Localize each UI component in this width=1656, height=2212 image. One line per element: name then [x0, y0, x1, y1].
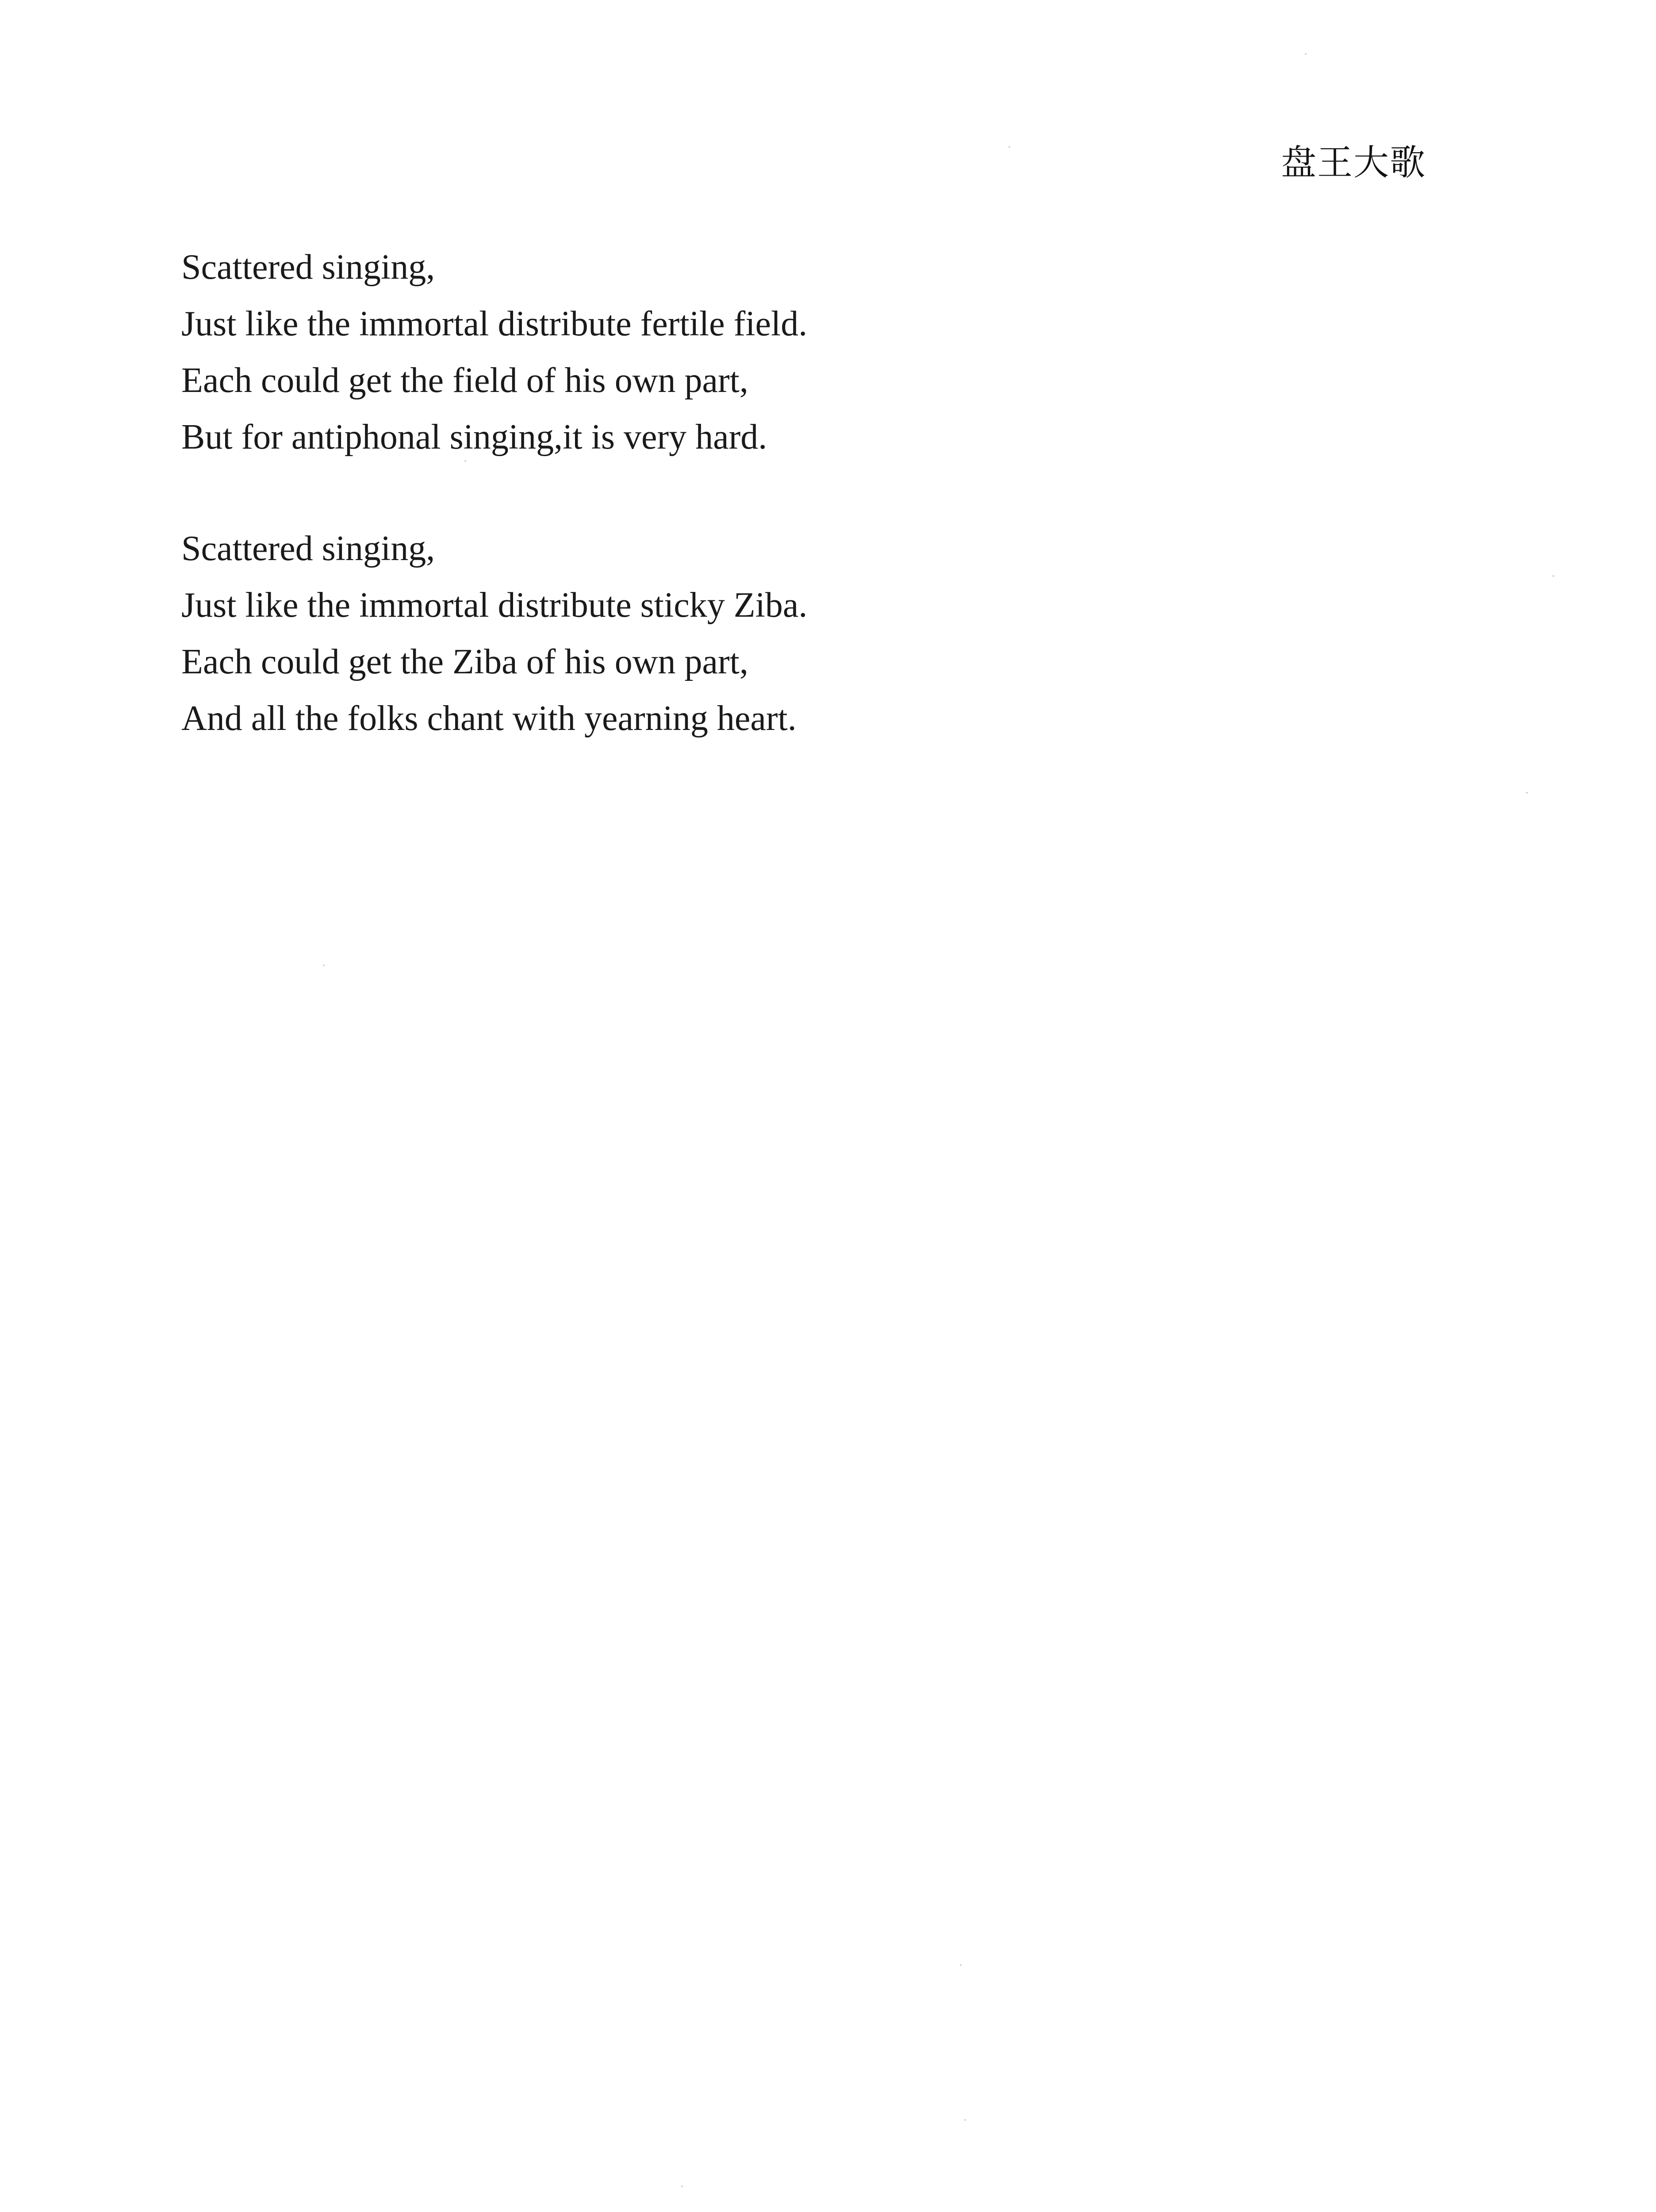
scan-speck — [1305, 53, 1307, 55]
scan-speck — [964, 2119, 966, 2121]
scan-speck — [960, 1964, 962, 1966]
stanza-2 — [181, 520, 1376, 747]
poem — [181, 239, 1376, 802]
scan-speck — [1526, 792, 1528, 794]
stanza-line: And all the folks chant with yearning heart. — [181, 699, 797, 738]
stanza-1 — [181, 239, 1376, 465]
stanza-line: But for antiphonal singing,it is very hard. — [181, 418, 767, 457]
stanza-line: Just like the immortal distribute fertile field. — [181, 304, 808, 343]
scan-speck — [464, 460, 466, 462]
stanza-line: Each could get the Ziba of his own part, — [181, 642, 748, 681]
scan-speck — [323, 964, 325, 966]
stanza-line: Scattered singing, — [181, 529, 435, 568]
running-head: 盘王大歌 — [1281, 142, 1426, 183]
stanza-line: Each could get the field of his own part, — [181, 361, 748, 400]
scan-speck — [1552, 575, 1554, 577]
stanza-line: Scattered singing, — [181, 248, 435, 287]
scan-speck — [681, 2185, 683, 2187]
scan-speck — [1008, 146, 1010, 148]
stanza-line: Just like the immortal distribute sticky Ziba. — [181, 586, 808, 625]
